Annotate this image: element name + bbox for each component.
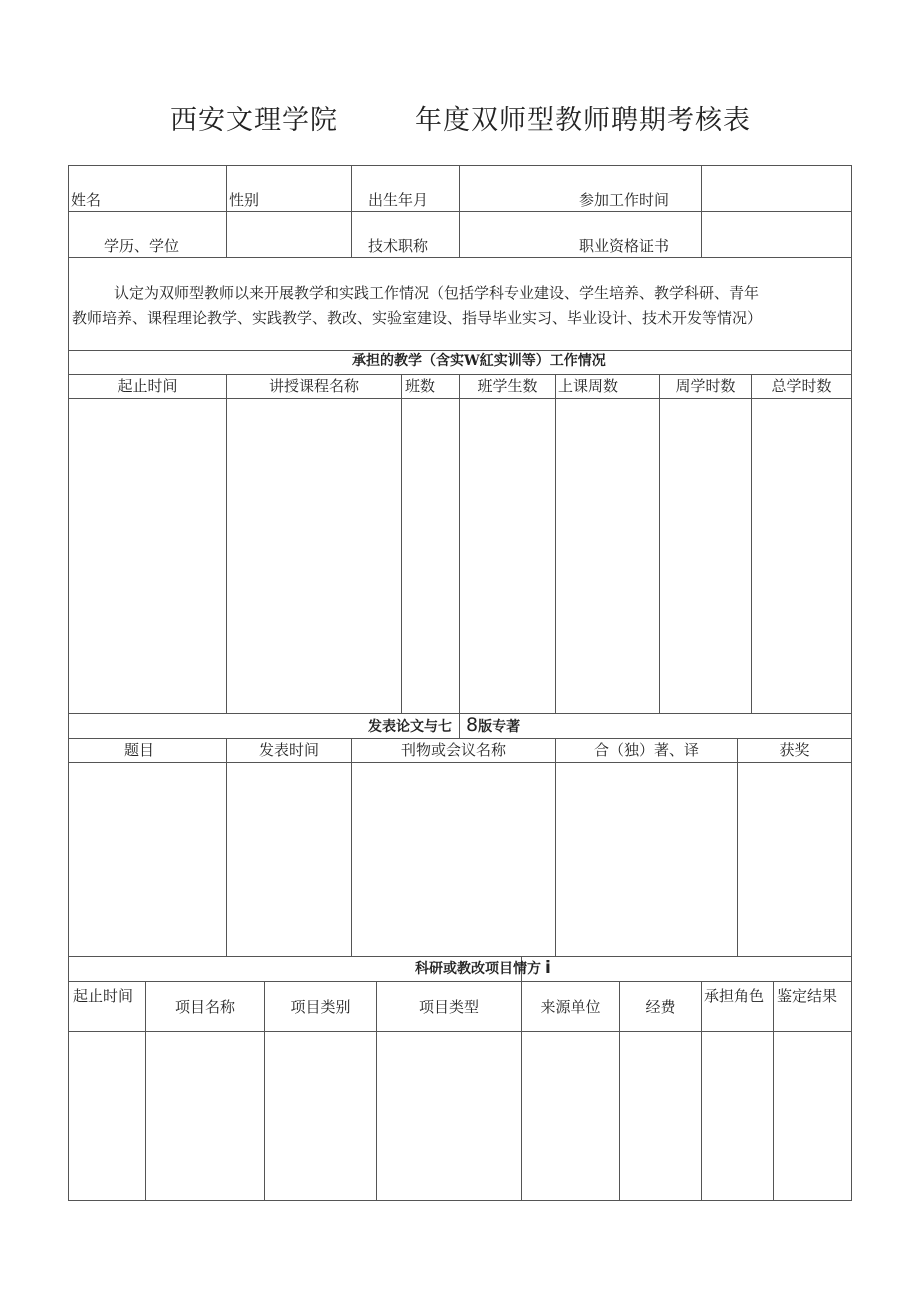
teaching-col-weeks: 上课周数	[558, 377, 619, 395]
col-divider	[459, 374, 460, 738]
row-divider	[68, 374, 852, 375]
teaching-col-students: 班学生数	[477, 377, 538, 395]
papers-col-journal: 刊物或会议名称	[400, 741, 506, 759]
papers-header-part-a: 发表论文与七	[368, 719, 452, 735]
row-divider	[68, 956, 852, 957]
research-col-role: 承担角色	[704, 987, 765, 1005]
research-header-part-b: i	[545, 958, 551, 978]
papers-header-part-b: 8	[466, 714, 479, 736]
row-divider	[68, 713, 852, 714]
research-header-part-a: 科研或教改项目情方	[415, 961, 541, 977]
table-border-left	[68, 165, 69, 1201]
col-divider	[226, 738, 227, 956]
col-divider	[701, 165, 702, 257]
research-col-category: 项目类别	[290, 998, 351, 1016]
col-divider	[751, 374, 752, 713]
col-divider	[226, 165, 227, 257]
research-col-type: 项目类型	[418, 998, 479, 1016]
description-line-2: 教师培养、课程理论教学、实践教学、教改、实验室建设、指导毕业实习、毕业设计、技术开发等情况）	[72, 309, 763, 327]
papers-col-date: 发表时间	[258, 741, 319, 759]
teaching-col-period: 起止时间	[117, 377, 178, 395]
research-col-funding: 经费	[645, 998, 676, 1016]
row-divider	[68, 350, 852, 351]
teaching-col-classes: 班数	[404, 377, 435, 395]
table-border-top	[68, 165, 852, 166]
school-name: 西安文理学院	[170, 105, 338, 136]
papers-section-header	[368, 716, 520, 736]
teaching-col-weekly-hours: 周学时数	[675, 377, 736, 395]
col-divider	[659, 374, 660, 713]
col-divider	[459, 165, 460, 257]
teaching-section-header: 承担的教学（含实W紅实训等）工作情况	[352, 353, 606, 369]
papers-col-title: 题目	[123, 741, 154, 759]
research-col-result: 鉴定结果	[777, 987, 838, 1005]
row-divider	[68, 398, 852, 399]
row-divider	[68, 211, 852, 212]
col-divider	[351, 738, 352, 956]
research-col-period: 起止时间	[73, 987, 134, 1005]
work-description	[72, 281, 850, 331]
row-divider	[68, 762, 852, 763]
row-divider	[68, 257, 852, 258]
name-label: 姓名	[71, 191, 102, 209]
education-label: 学历、学位	[104, 237, 180, 255]
table-border-bottom	[68, 1200, 852, 1201]
col-divider	[401, 374, 402, 713]
col-divider	[226, 374, 227, 713]
table-border-right	[851, 165, 852, 1201]
research-col-name: 项目名称	[174, 998, 235, 1016]
birth-label: 出生年月	[368, 191, 429, 209]
work-start-label: 参加工作时间	[579, 191, 670, 209]
col-divider	[773, 981, 774, 1201]
col-divider	[555, 738, 556, 956]
qualification-label: 职业资格证书	[579, 237, 670, 255]
research-section-header	[415, 959, 551, 978]
teaching-col-total-hours: 总学时数	[771, 377, 832, 395]
col-divider	[737, 738, 738, 956]
col-divider	[701, 981, 702, 1201]
gender-label: 性别	[229, 191, 260, 209]
research-col-source: 来源单位	[540, 998, 601, 1016]
papers-col-authorship: 合（独）著、译	[593, 741, 699, 759]
form-title: 年度双师型教师聘期考核表	[415, 105, 751, 136]
col-divider	[351, 165, 352, 257]
tech-title-label: 技术职称	[368, 237, 429, 255]
papers-header-part-c: 版专著	[478, 719, 521, 735]
col-divider	[555, 374, 556, 713]
row-divider	[68, 738, 852, 739]
papers-col-award: 获奖	[779, 741, 810, 759]
description-line-1: 认定为双师型教师以来开展教学和实践工作情况（包括学科专业建设、学生培养、教学科研、青年	[114, 284, 760, 302]
teaching-col-course: 讲授课程名称	[268, 377, 359, 395]
row-divider	[68, 1031, 852, 1032]
row-divider	[68, 981, 852, 982]
